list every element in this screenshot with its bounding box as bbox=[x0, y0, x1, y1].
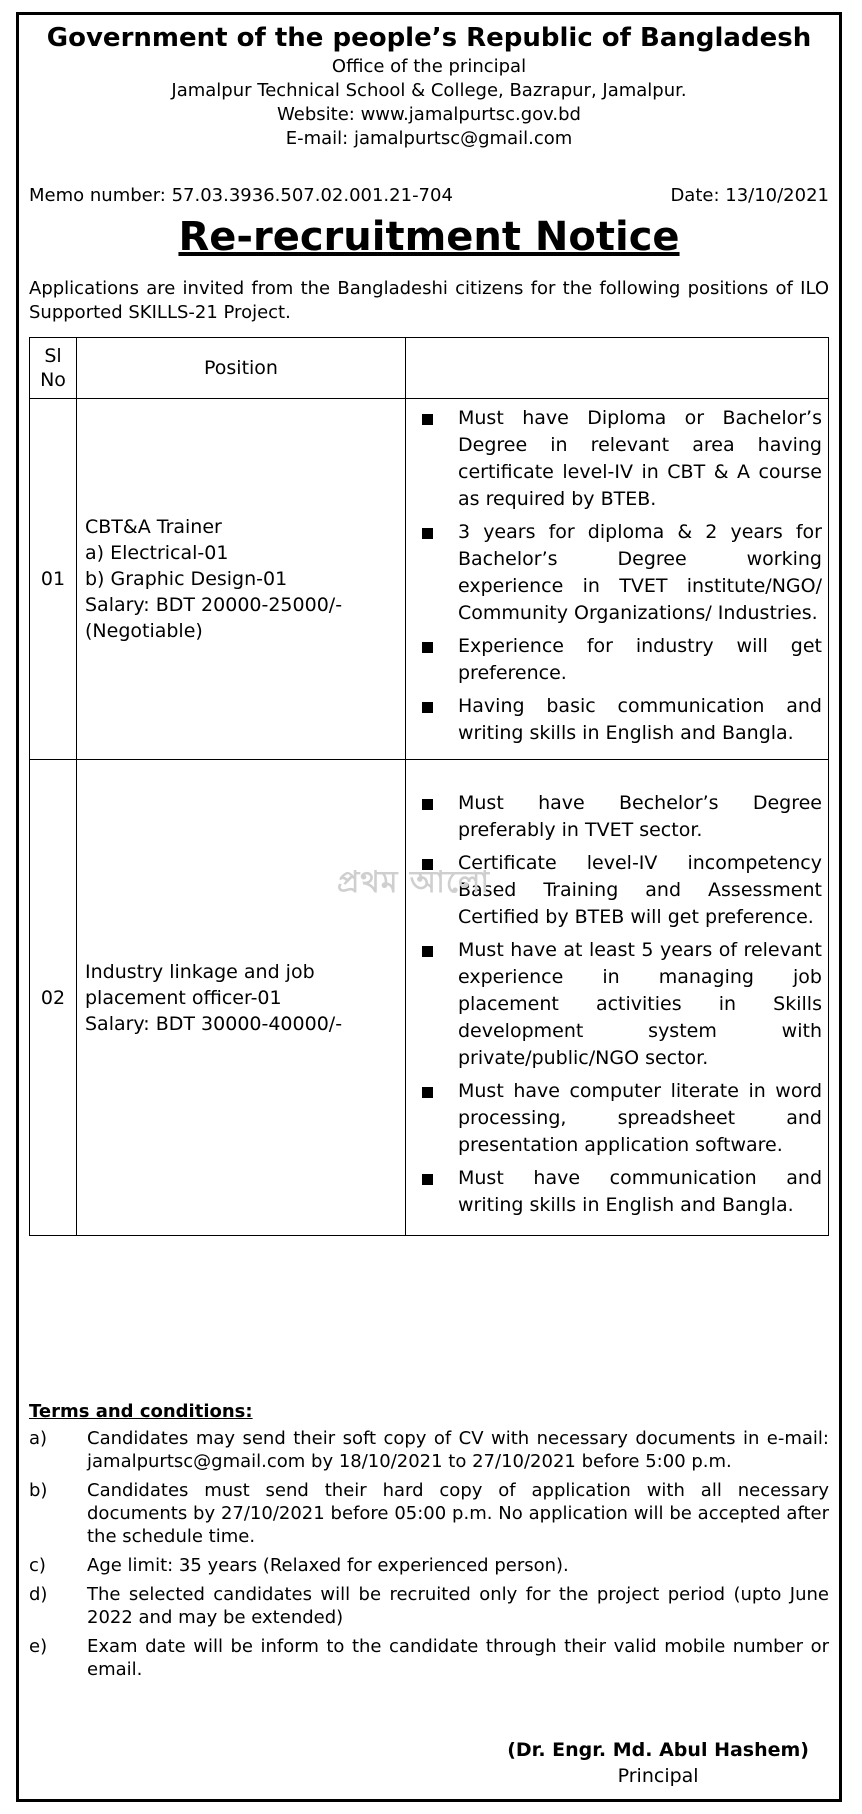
position-line: Salary: BDT 30000-40000/- bbox=[85, 1012, 343, 1035]
list-item bbox=[416, 519, 822, 627]
list-item bbox=[29, 1635, 829, 1681]
list-item bbox=[416, 1078, 822, 1159]
term-text: Age limit: 35 years (Relaxed for experienced person). bbox=[87, 1555, 569, 1576]
term-text: Exam date will be inform to the candidate through their valid mobile number or email. bbox=[87, 1636, 829, 1680]
term-letter: e) bbox=[29, 1636, 48, 1657]
term-text: The selected candidates will be recruited only for the project period (upto June 2022 and may be extended) bbox=[87, 1584, 829, 1628]
memo-row bbox=[29, 185, 829, 206]
term-letter: b) bbox=[29, 1480, 48, 1501]
requirement-text: Certificate level-IV incompetency Based Training and Assessment Certified by BTEB will get preference. bbox=[458, 852, 822, 928]
header-position: Position bbox=[77, 338, 406, 399]
list-item bbox=[416, 937, 822, 1072]
memo-date: Date: 13/10/2021 bbox=[670, 185, 829, 206]
table-row bbox=[30, 760, 829, 1236]
position-line: b) Graphic Design-01 bbox=[85, 568, 288, 590]
list-item bbox=[416, 693, 822, 747]
positions-table bbox=[29, 337, 829, 1236]
signatory-title: Principal bbox=[617, 1765, 699, 1787]
letterhead bbox=[19, 21, 839, 151]
requirement-text: Must have Bechelor’s Degree preferably in TVET sector. bbox=[458, 792, 822, 841]
square-bullet-icon bbox=[422, 642, 433, 653]
square-bullet-icon bbox=[422, 702, 433, 713]
position-line: a) Electrical-01 bbox=[85, 542, 229, 564]
list-item bbox=[416, 1165, 822, 1219]
email-line: E-mail: jamalpurtsc@gmail.com bbox=[285, 128, 573, 149]
table-header-row bbox=[30, 338, 829, 399]
requirement-text: Must have Diploma or Bachelor’s Degree in relevant area having certificate level-IV in CBT & A course as required by BTEB. bbox=[458, 407, 822, 510]
list-item bbox=[416, 790, 822, 844]
row-position bbox=[77, 399, 406, 760]
term-text: Candidates may send their soft copy of CV with necessary documents in e-mail: jamalpurtsc@gmail.com by 18/10/2021 to 27/10/2021 before 5:00 p.m. bbox=[87, 1428, 829, 1472]
square-bullet-icon bbox=[422, 799, 433, 810]
header-requirements bbox=[406, 338, 829, 399]
intro-paragraph: Applications are invited from the Bangladeshi citizens for the following positions of ILO Supported SKILLS-21 Project. bbox=[29, 278, 829, 323]
row-position bbox=[77, 760, 406, 1236]
requirement-text: Must have computer literate in word processing, spreadsheet and presentation application software. bbox=[458, 1080, 822, 1156]
term-letter: c) bbox=[29, 1555, 46, 1576]
list-item bbox=[29, 1427, 829, 1473]
requirement-text: Experience for industry will get preference. bbox=[458, 635, 822, 684]
notice-title: Re-recruitment Notice bbox=[178, 214, 680, 260]
square-bullet-icon bbox=[422, 414, 433, 425]
requirement-text: Must have communication and writing skills in English and Bangla. bbox=[458, 1167, 822, 1216]
square-bullet-icon bbox=[422, 528, 433, 539]
row-sl: 02 bbox=[30, 760, 77, 1236]
list-item bbox=[416, 633, 822, 687]
institution-line: Jamalpur Technical School & College, Bazrapur, Jamalpur. bbox=[171, 80, 687, 101]
square-bullet-icon bbox=[422, 1087, 433, 1098]
requirement-text: Must have at least 5 years of relevant experience in managing job placement activities in Skills development system with private/public/NGO sector. bbox=[458, 939, 822, 1069]
row-requirements bbox=[406, 760, 829, 1236]
terms-list bbox=[29, 1427, 829, 1687]
memo-number: Memo number: 57.03.3936.507.02.001.21-704 bbox=[29, 185, 453, 206]
notice-frame bbox=[16, 12, 842, 1802]
government-title: Government of the people’s Republic of Bangladesh bbox=[46, 23, 812, 53]
terms-title: Terms and conditions: bbox=[29, 1401, 253, 1422]
requirement-text: Having basic communication and writing skills in English and Bangla. bbox=[458, 695, 822, 744]
term-letter: d) bbox=[29, 1584, 48, 1605]
row-requirements bbox=[406, 399, 829, 760]
position-line: CBT&A Trainer bbox=[85, 516, 222, 538]
square-bullet-icon bbox=[422, 1174, 433, 1185]
row-sl: 01 bbox=[30, 399, 77, 760]
list-item bbox=[29, 1583, 829, 1629]
table-row bbox=[30, 399, 829, 760]
list-item bbox=[29, 1554, 829, 1577]
list-item bbox=[29, 1479, 829, 1548]
website-line: Website: www.jamalpurtsc.gov.bd bbox=[277, 104, 581, 125]
position-line: Salary: BDT 20000-25000/- bbox=[85, 594, 343, 616]
square-bullet-icon bbox=[422, 946, 433, 957]
term-text: Candidates must send their hard copy of application with all necessary documents by 27/10/2021 before 05:00 p.m. No application will be accepted after the schedule time. bbox=[87, 1480, 829, 1547]
office-line: Office of the principal bbox=[331, 56, 527, 77]
signature-block bbox=[507, 1737, 809, 1789]
position-line: placement officer-01 bbox=[85, 986, 282, 1009]
term-letter: a) bbox=[29, 1428, 48, 1449]
header-sl: Sl No bbox=[30, 338, 77, 399]
requirement-text: 3 years for diploma & 2 years for Bachelor’s Degree working experience in TVET institute/NGO/ Community Organizations/ Industries. bbox=[458, 521, 822, 624]
newspaper-watermark: প্রথম আলো bbox=[337, 865, 491, 900]
position-line: Industry linkage and job bbox=[85, 960, 315, 983]
list-item bbox=[416, 405, 822, 513]
position-line: (Negotiable) bbox=[85, 620, 203, 642]
signatory-name: (Dr. Engr. Md. Abul Hashem) bbox=[507, 1739, 809, 1761]
